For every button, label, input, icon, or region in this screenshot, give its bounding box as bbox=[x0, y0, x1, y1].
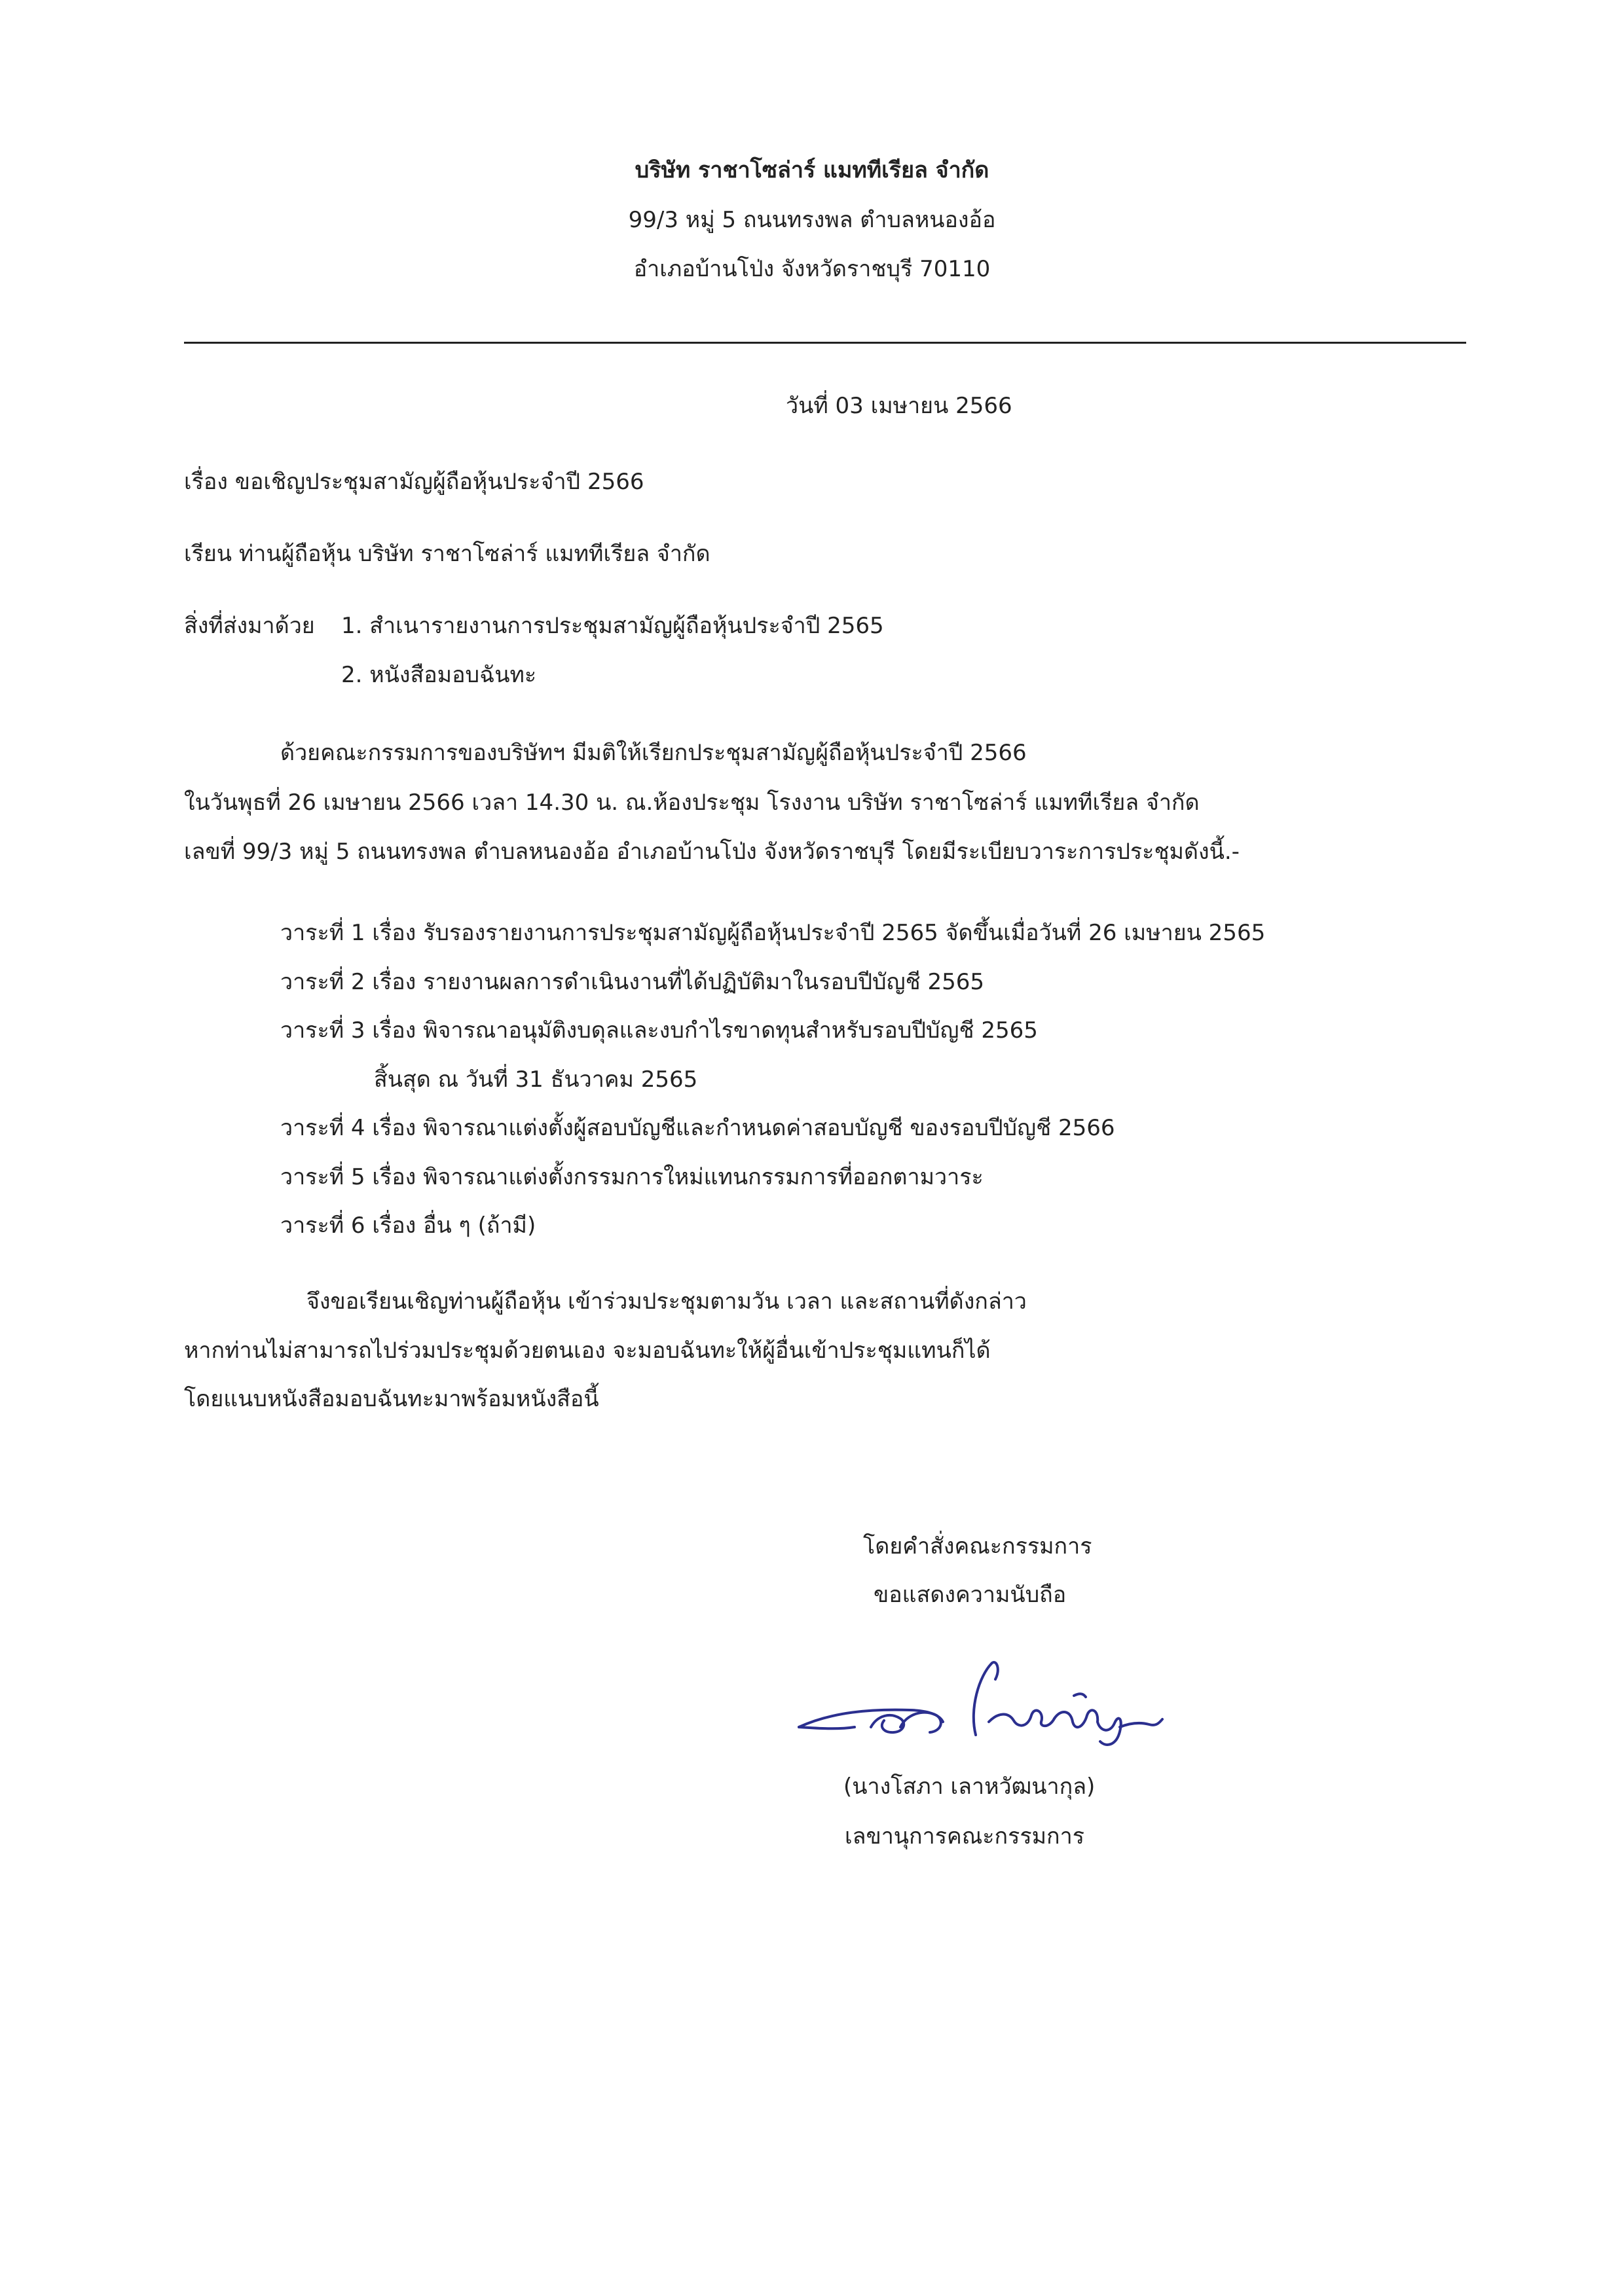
signer-name: (นางโสภา เลาหวัฒนากุล) bbox=[843, 1774, 1096, 1800]
intro-line-1: ด้วยคณะกรรมการของบริษัทฯ มีมติให้เรียกประชุมสามัญผู้ถือหุ้นประจำปี 2566 bbox=[280, 740, 1027, 766]
closing-line-1: จึงขอเรียนเชิญท่านผู้ถือหุ้น เข้าร่วมประชุมตามวัน เวลา และสถานที่ดังกล่าว bbox=[306, 1288, 1027, 1315]
closing-line-2: หากท่านไม่สามารถไปร่วมประชุมด้วยตนเอง จะมอบฉันทะให้ผู้อื่นเข้าประชุมแทนก็ได้ bbox=[184, 1338, 991, 1364]
agenda-item-4: วาระที่ 4 เรื่อง พิจารณาแต่งตั้งผู้สอบบัญชีและกำหนดค่าสอบบัญชี ของรอบปีบัญชี 2566 bbox=[280, 1115, 1115, 1141]
letter-date: วันที่ 03 เมษายน 2566 bbox=[786, 393, 1012, 419]
signoff-regards: ขอแสดงความนับถือ bbox=[874, 1582, 1067, 1608]
intro-line-3: เลขที่ 99/3 หมู่ 5 ถนนทรงพล ตำบลหนองอ้อ อำเภอบ้านโป่ง จังหวัดราชบุรี โดยมีระเบียบวาระการประชุมดังนี้.- bbox=[184, 839, 1240, 865]
signoff-by-order: โดยคำสั่งคณะกรรมการ bbox=[863, 1533, 1092, 1559]
enclosure-item-2: 2. หนังสือมอบฉันทะ bbox=[341, 662, 537, 688]
agenda-item-5: วาระที่ 5 เรื่อง พิจารณาแต่งตั้งกรรมการใหม่แทนกรรมการที่ออกตามวาระ bbox=[280, 1164, 984, 1190]
enclosure-item-1: 1. สำเนารายงานการประชุมสามัญผู้ถือหุ้นประจำปี 2565 bbox=[341, 613, 884, 639]
agenda-item-3: วาระที่ 3 เรื่อง พิจารณาอนุมัติงบดุลและงบกำไรขาดทุนสำหรับรอบปีบัญชี 2565 bbox=[280, 1017, 1038, 1044]
agenda-item-6: วาระที่ 6 เรื่อง อื่น ๆ (ถ้ามี) bbox=[280, 1212, 536, 1239]
signature-image bbox=[792, 1650, 1211, 1761]
agenda-item-3-continuation: สิ้นสุด ณ วันที่ 31 ธันวาคม 2565 bbox=[374, 1066, 698, 1093]
header-divider bbox=[184, 342, 1466, 344]
company-name: บริษัท ราชาโซล่าร์ แมททีเรียล จำกัด bbox=[635, 157, 989, 183]
letter-recipient: เรียน ท่านผู้ถือหุ้น บริษัท ราชาโซล่าร์ แมททีเรียล จำกัด bbox=[184, 541, 710, 567]
intro-line-2: ในวันพุธที่ 26 เมษายน 2566 เวลา 14.30 น. ณ.ห้องประชุม โรงงาน บริษัท ราชาโซล่าร์ แมททีเรียล จำกัด bbox=[184, 790, 1200, 816]
agenda-item-2: วาระที่ 2 เรื่อง รายงานผลการดำเนินงานที่ได้ปฏิบัติมาในรอบปีบัญชี 2565 bbox=[280, 969, 985, 995]
company-address-line1: 99/3 หมู่ 5 ถนนทรงพล ตำบลหนองอ้อ bbox=[628, 207, 996, 233]
signer-title: เลขานุการคณะกรรมการ bbox=[845, 1823, 1084, 1850]
letter-subject: เรื่อง ขอเชิญประชุมสามัญผู้ถือหุ้นประจำปี 2566 bbox=[184, 469, 644, 495]
enclosures-label: สิ่งที่ส่งมาด้วย bbox=[184, 613, 315, 639]
closing-line-3: โดยแนบหนังสือมอบฉันทะมาพร้อมหนังสือนี้ bbox=[184, 1386, 599, 1412]
company-address-line2: อำเภอบ้านโป่ง จังหวัดราชบุรี 70110 bbox=[633, 256, 991, 282]
agenda-item-1: วาระที่ 1 เรื่อง รับรองรายงานการประชุมสามัญผู้ถือหุ้นประจำปี 2565 จัดขึ้นเมื่อวันที่ 26 เมษายน 2565 bbox=[280, 920, 1266, 946]
